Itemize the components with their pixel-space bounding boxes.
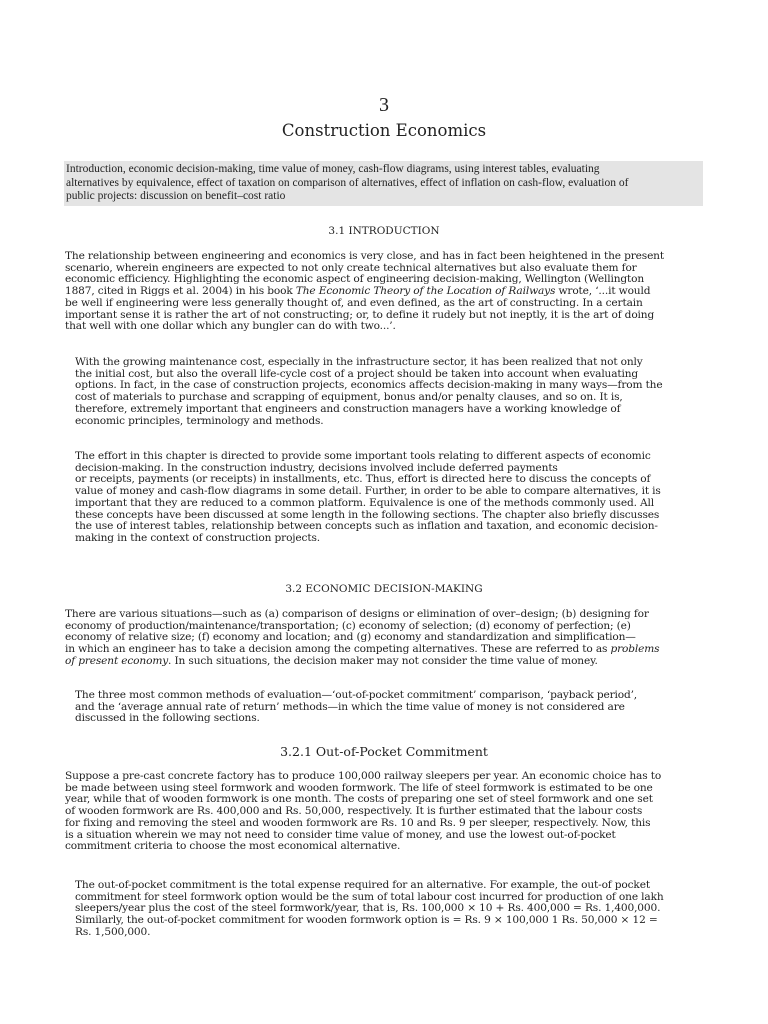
paragraph-line: is a situation wherein we may not need to consider time value of money, and use the lowest out-of-pocket [65, 828, 616, 841]
italic-text: The Economic Theory of the Location of Railways [295, 285, 556, 298]
paragraph-line: With the growing maintenance cost, especially in the infrastructure sector, it has been realized that not only [75, 356, 643, 368]
text-segment: wrote, ‘...it would [555, 285, 651, 298]
paragraph-line: decision-making. In the construction industry, decisions involved include deferred payments [75, 461, 558, 474]
paragraph-5 [65, 690, 711, 725]
paragraph-line: discussed in the following sections. [75, 712, 260, 725]
text-segment: . In such situations, the decision maker may not consider the time value of money. [168, 654, 598, 667]
paragraph-line: cost of materials to purchase and scrapping of equipment, bonus and/or penalty clauses, and so on. It is, [75, 391, 623, 404]
paragraph-line: important sense it is rather the art of not constructing; or, to define it rudely but not ineptly, it is the art of doing [65, 308, 655, 321]
paragraph-3 [65, 451, 711, 545]
italic-text: problems [610, 643, 660, 656]
paragraph-line: economy of production/maintenance/transportation; (c) economy of selection; (d) economy of perfection; (e) [65, 619, 631, 632]
paragraph-line: for fixing and removing the steel and wooden formwork are Rs. 10 and Rs. 9 per sleeper, respectively. Now, this [65, 816, 651, 829]
paragraph-line: The three most common methods of evaluation—‘out-of-pocket commitment’ comparison, ‘payback period’, [75, 689, 638, 701]
paragraph-line: the use of interest tables, relationship between concepts such as inflation and taxation, and economic decision- [75, 520, 658, 533]
abstract-line: public projects: discussion on benefit–cost ratio [66, 190, 286, 203]
paragraph-line: sleepers/year plus the cost of the steel formwork/year, that is, Rs. 100,000 × 10 + Rs. 400,000 = Rs. 1,400,000. [75, 902, 661, 915]
paragraph-line: important that they are reduced to a common platform. Equivalence is one of the methods commonly used. All [75, 496, 655, 509]
paragraph-1 [65, 251, 701, 333]
paragraph-line: economy of relative size; (f) economy and location; and (g) economy and standardization and simplification— [65, 631, 636, 644]
paragraph-line: year, while that of wooden formwork is one month. The costs of preparing one set of steel formwork and one set [65, 793, 653, 806]
paragraph-line: making in the context of construction projects. [75, 531, 320, 544]
paragraph-line: be made between using steel formwork and wooden formwork. The life of steel formwork is estimated to be one [65, 781, 653, 794]
paragraph-line: There are various situations—such as (a) comparison of designs or elimination of over–design; (b) designing for [65, 608, 649, 620]
paragraph-line: The out-of-pocket commitment is the total expense required for an alternative. For example, the out-of pocket [75, 879, 650, 891]
section-heading-economic-decision-making: 3.2 ECONOMIC DECISION-MAKING [285, 583, 483, 595]
text-segment: in which an engineer has to take a decision among the competing alternatives. These are referred to as [65, 643, 611, 656]
italic-text: of present economy [65, 654, 169, 667]
paragraph-line: options. In fact, in the case of construction projects, economics affects decision-making in many ways—from the [75, 379, 663, 392]
paragraph-2 [65, 357, 711, 427]
abstract-line: Introduction, economic decision-making, time value of money, cash-flow diagrams, using interest tables, evaluating [66, 163, 600, 175]
paragraph-line: that well with one dollar which any bungler can do with two...’. [65, 320, 396, 333]
paragraph-line: and the ‘average annual rate of return’ methods—in which the time value of money is not considered are [75, 700, 625, 713]
paragraph-line: of wooden formwork are Rs. 400,000 and Rs. 50,000, respectively. It is further estimated that the labour costs [65, 805, 643, 818]
paragraph-line: economic efficiency. Highlighting the economic aspect of engineering decision-making, Wellington (Wellington [65, 273, 645, 286]
paragraph-line: commitment for steel formwork option would be the sum of total labour cost incurred for production of one lakh [75, 890, 664, 903]
paragraph-line: value of money and cash-flow diagrams in some detail. Further, in order to be able to compare alternatives, it is [75, 485, 661, 498]
chapter-number: 3 [379, 94, 389, 116]
paragraph-line [65, 656, 701, 668]
paragraph-line: scenario, wherein engineers are expected to not only create technical alternatives but also evaluate them for [65, 261, 637, 274]
paragraph-line: Similarly, the out-of-pocket commitment for wooden formwork option is = Rs. 9 × 100,000 1 Rs. 50,000 × 12 = [75, 914, 658, 927]
paragraph-6 [65, 771, 701, 853]
section-heading-introduction: 3.1 INTRODUCTION [328, 225, 440, 237]
text-segment: 1887, cited in Riggs et al. 2004) in his book [65, 285, 296, 298]
paragraph-line: Suppose a pre-cast concrete factory has to produce 100,000 railway sleepers per year. An economic choice has to [65, 770, 662, 782]
paragraph-line: The relationship between engineering and economics is very close, and has in fact been heightened in the present [65, 250, 664, 262]
paragraph-line: or receipts, payments (or receipts) in installments, etc. Thus, effort is directed here to discuss the concepts of [75, 473, 651, 486]
paragraph-line: the initial cost, but also the overall life-cycle cost of a project should be taken into account when evaluating [75, 367, 639, 380]
chapter-abstract [64, 161, 703, 206]
chapter-title: Construction Economics [281, 121, 487, 140]
paragraph-4 [65, 609, 701, 668]
paragraph-line: Rs. 1,500,000. [75, 925, 151, 938]
paragraph-line: commitment criteria to choose the most economical alternative. [65, 840, 401, 853]
paragraph-line: The effort in this chapter is directed to provide some important tools relating to different aspects of economic [75, 450, 651, 462]
abstract-line: alternatives by equivalence, effect of taxation on comparison of alternatives, effect of inflation on cash-flow, evaluation of [66, 176, 629, 189]
paragraph-line: be well if engineering were less generally thought of, and even defined, as the art of constructing. In a certain [65, 296, 643, 309]
paragraph-line: economic principles, terminology and methods. [75, 414, 324, 427]
paragraph-line: therefore, extremely important that engineers and construction managers have a working knowledge of [75, 402, 621, 415]
paragraph-line: these concepts have been discussed at some length in the following sections. The chapter also briefly discusses [75, 508, 660, 521]
paragraph-7 [65, 880, 711, 939]
subsection-heading-out-of-pocket: 3.2.1 Out-of-Pocket Commitment [280, 744, 488, 759]
